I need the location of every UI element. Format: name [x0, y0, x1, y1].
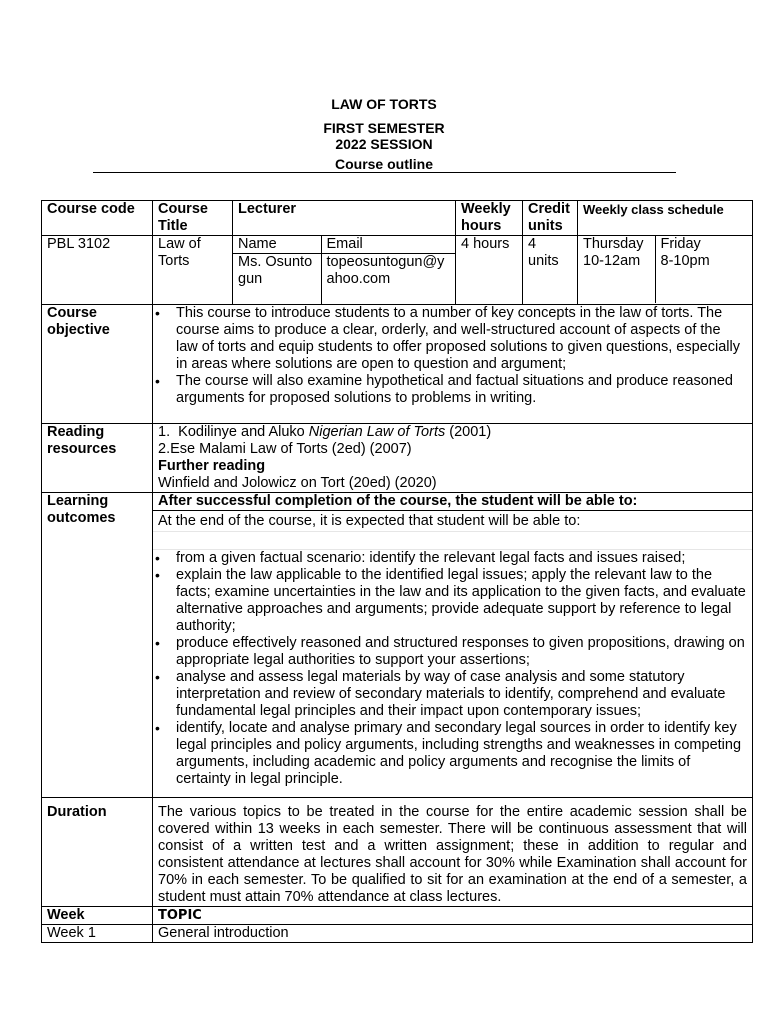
duration-label: Duration	[42, 798, 153, 907]
lecturer-name: Ms. Osuntogun	[233, 254, 321, 305]
schedule-day2	[655, 236, 752, 303]
outcome-item: • identify, locate and analyse primary and secondary legal sources in order to identify key legal principles and policy arguments, including strengths and weaknesses in competing arguments, including academic and policy arguments and recognise the limits of certainty in legal principle.	[158, 720, 747, 788]
reading-content	[153, 424, 753, 493]
objective-label: Course objective	[42, 305, 153, 424]
course-title-part1: Law of	[158, 236, 201, 252]
col-weekly-hours: Weekly hours	[456, 201, 523, 236]
credit-units	[523, 236, 578, 305]
outcomes-label: Learning outcomes	[42, 493, 153, 798]
reading-item-2: 2.Ese Malami Law of Torts (2ed) (2007)	[158, 441, 412, 457]
schedule-day2-label: Friday	[660, 236, 701, 252]
further-reading-item: Winfield and Jolowicz on Tort (20ed) (2020)	[158, 475, 437, 491]
outcomes-content	[153, 493, 753, 798]
objective-row	[42, 305, 753, 424]
objective-item: • The course will also examine hypothetical and factual situations and produce reasoned arguments for proposed solutions to problems in writing.	[158, 373, 744, 407]
week-column-label: Week	[42, 907, 153, 925]
course-title-part2: Torts	[158, 253, 190, 269]
schedule-time2: 8-10pm	[660, 253, 710, 269]
weekly-hours: 4 hours	[456, 236, 523, 305]
outcomes-intro: At the end of the course, it is expected that student will be able to:	[153, 511, 752, 532]
schedule-day1-label: Thursday	[583, 236, 644, 252]
reading-item-1: 1. Kodilinye and Aluko Nigerian Law of Torts (2001)	[158, 424, 492, 440]
course-title	[153, 236, 233, 305]
schedule-day1	[578, 236, 655, 303]
week-header-row	[42, 907, 753, 925]
schedule-inner-table	[578, 236, 752, 303]
outcomes-heading: After successful completion of the course, the student will be able to:	[153, 493, 752, 511]
col-course-title: Course Title	[153, 201, 233, 236]
outcomes-row	[42, 493, 753, 798]
semester-heading: FIRST SEMESTER	[323, 120, 445, 136]
outcomes-list	[153, 550, 752, 788]
lecturer-inner-table	[233, 236, 455, 304]
outcome-item: • explain the law applicable to the identified legal issues; apply the relevant law to the facts; examine uncertainties in the law and its application to the given facts, and evaluate alternative approaches and arguments; provide adequate support by reference to legal authority;	[158, 567, 747, 635]
reading-label: Reading resources	[42, 424, 153, 493]
duration-row	[42, 798, 753, 907]
header-divider	[93, 172, 676, 173]
document-title: LAW OF TORTS	[331, 96, 437, 112]
reading-row	[42, 424, 753, 493]
lecturer-email: topeosuntogun@yahoo.com	[326, 254, 445, 287]
col-lecturer: Lecturer	[233, 201, 456, 236]
outline-heading: Course outline	[334, 156, 433, 172]
objective-list	[158, 305, 744, 407]
further-reading-label: Further reading	[158, 458, 266, 474]
course-info-row	[42, 236, 753, 305]
header-row	[42, 201, 753, 236]
email-label: Email	[321, 236, 455, 254]
course-outline-table	[41, 200, 753, 943]
week-topic: General introduction	[153, 925, 753, 943]
schedule-cell	[578, 236, 753, 305]
week-number: Week 1	[42, 925, 153, 943]
name-label: Name	[233, 236, 321, 254]
outcome-item: • from a given factual scenario: identify the relevant legal facts and issues raised;	[158, 550, 747, 567]
credit-units-value: 4 units	[528, 236, 559, 269]
course-code: PBL 3102	[42, 236, 153, 305]
lecturer-cell	[233, 236, 456, 305]
schedule-time1: 10-12am	[583, 253, 641, 269]
duration-text: The various topics to be treated in the course for the entire academic session shall be covered within 13 weeks in each semester. There will be continuous assessment that will consist of a written test and a written assignment; these in addition to regular and consistent attendance at lectures shall account for 30% while Examination shall account for 70% in each semester. To be qualified to sit for an examination at the end of a semester, a student must attain 70% attendance at class lectures.	[153, 798, 753, 907]
col-credit-units: Credit units	[523, 201, 578, 236]
reading-item-1-title: Nigerian Law of Torts	[308, 424, 446, 440]
week-row	[42, 925, 753, 943]
col-course-code: Course code	[42, 201, 153, 236]
outcome-item: • analyse and assess legal materials by way of case analysis and some statutory interpretation and review of secondary materials to identify, comprehend and evaluate fundamental legal principles and their impact upon contemporary issues;	[158, 669, 747, 720]
objective-item: • This course to introduce students to a number of key concepts in the law of torts. The course aims to produce a clear, orderly, and well-structured account of aspects of the law of torts and equip students to offer proposed solutions to given questions, especially in areas where solutions are open to question and argument;	[158, 305, 744, 373]
session-heading: 2022 SESSION	[335, 136, 433, 152]
outcome-item: • produce effectively reasoned and structured responses to given propositions, drawing on appropriate legal authorities to support your assertions;	[158, 635, 747, 669]
col-weekly-schedule: Weekly class schedule	[578, 201, 753, 236]
topic-column-label: TOPIC	[153, 907, 753, 925]
objective-content	[153, 305, 753, 424]
